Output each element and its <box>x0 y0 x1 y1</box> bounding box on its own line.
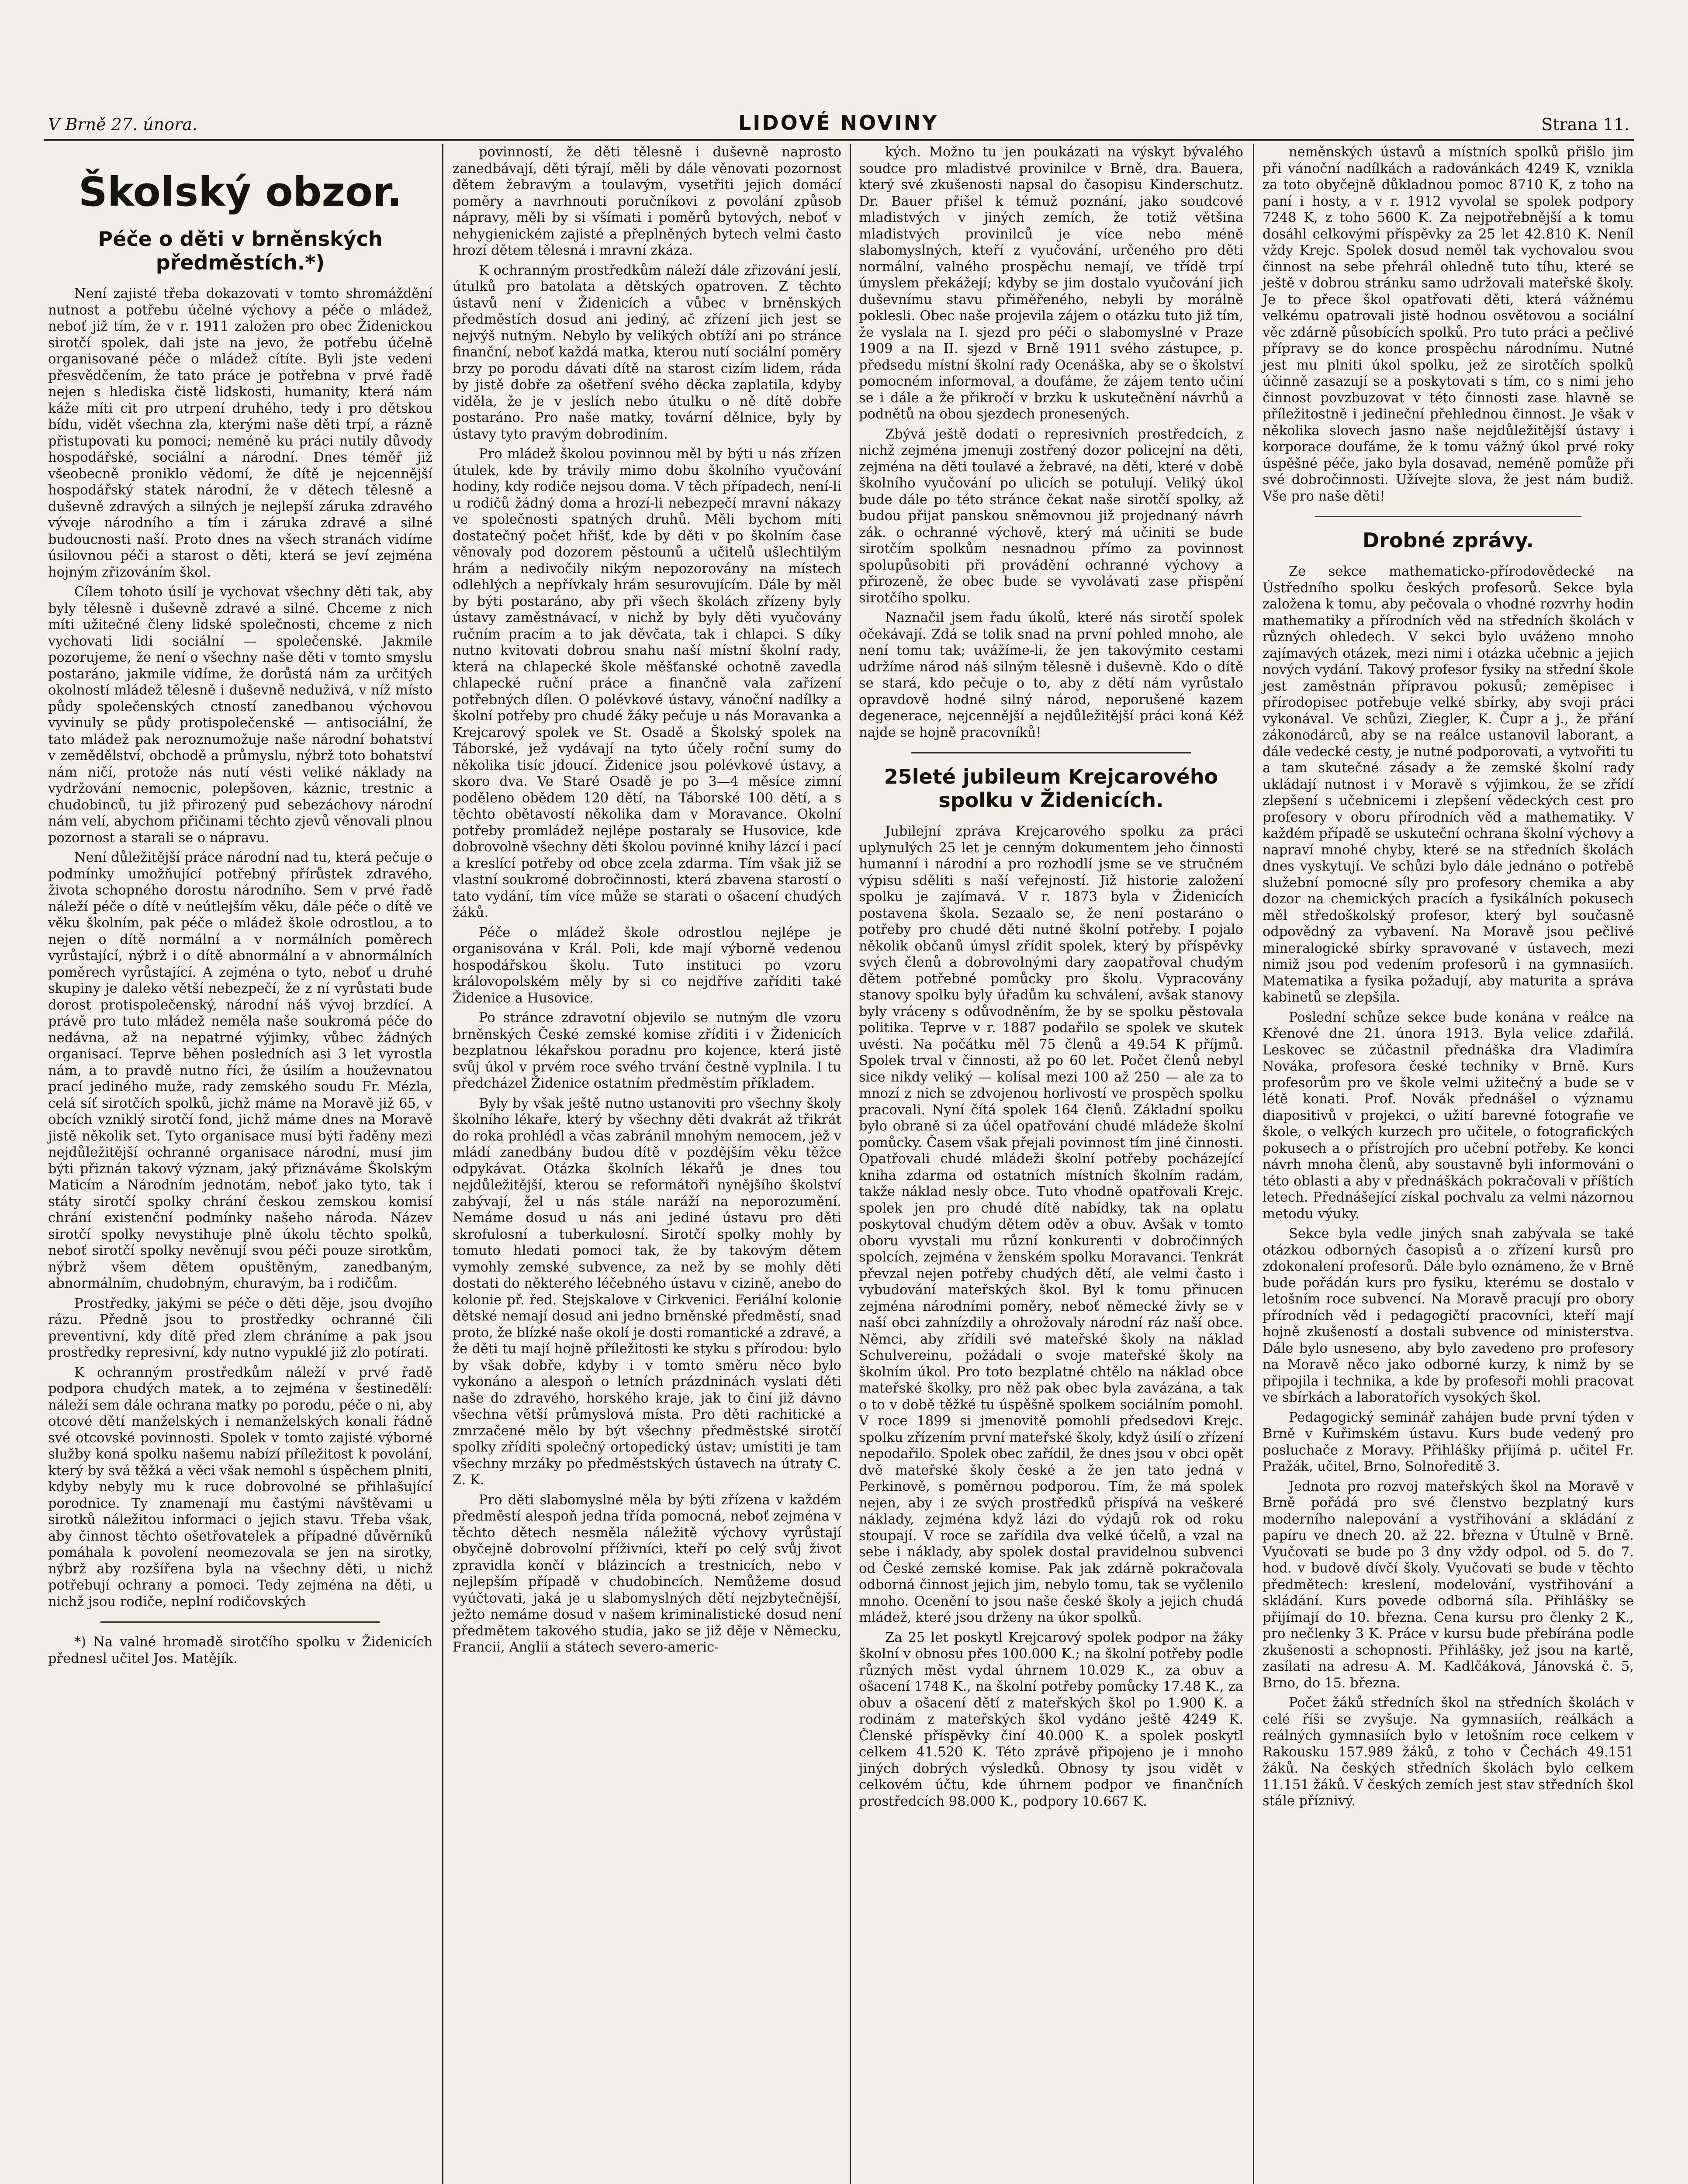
article-divider <box>911 752 1191 753</box>
article-paragraph: Prostředky, jakými se péče o děti děje, jsou dvojího rázu. Předně jsou to prostředky ochranné čili preventivní, kdy dítě před zlem chráníme a pak jsou prostředky represivní, kdy nutno vypuklé již zlo potírati. <box>48 1296 432 1360</box>
column-rule <box>442 144 443 2184</box>
article-paragraph: Jubilejní zpráva Krejcarového spolku za práci uplynulých 25 let je cenným dokumentem jeho činnosti humanní i národní a pro rozhodlí jsme se ve stručném výpisu sděliti s naší veřejností. Již historie založení spolku je zajímavá. V r. 1873 byla v Židenicích postavena škola. Sezaalo se, že není postaráno o potřeby pro chudé děti nutné školní potřeby. I pojalo několik občanů úmysl zřídit spolek, který by příspěvky svých členů a dobrovolnými dary zaopatřoval chudým dětem potřebné pomůcky pro školu. Vypracovány stanovy spolku byly úřadům ku schválení, avšak stanovy byly vráceny s odůvodněním, že by se spolku pěstovala politika. Teprve v r. 1887 podařilo se spolek ve skutek uvésti. Na počátku měl 75 členů a 49.54 K příjmů. Spolek trval v činnosti, až po 60 let. Počet členů nebyl sice nikdy veliký — kolísal mezi 100 až 250 — ale za to mnozí z nich se zdvojenou horlivostí ve prospěch spolku pracovali. Nyní čítá spolek 164 členů. Základní spolku bylo obraně si za účel opatřování chudé mládeže školní pomůcky. Časem však přejali povinnost tím jiné činnosti. Opatřovali chudé mládeži školní potřeby pocházející kniha zdarma od ostatních místních školním radám, takže náklad nesly obce. Tuto vhodně opatřovali Krejc. spolek jen pro chudé dítě nabídky, tak na oplatu poskytoval chudým dětem oděv a obuv. Avšak v tomto oboru vyvstali mu různí konkurenti v dobročinných spolcích, zejména v ženském spolku Moravanci. Tenkrát převzal nejen potřeby chudých dětí, ale velmi často i vybudování mateřských škol. Byl k tomu přinucen zejména národními poměry, neboť německé živly se v naší obci zahnízdily a ohrožovaly národní ráz naší obce. Němci, aby zřídili své mateřské školy na náklad Schulvereinu, požádali o svoje mateřské školy na školním úkol. Pro toto bezplatné chtělo na náklad obce mateřské školky, pro něž pak obec byla zavázána, a tak o to v době těžké tu úspěšně spolkem sociálním pomohl. V roce 1899 si jmenovitě pomohli předsedovi Krejc. spolku zřízením první mateřské školy, když úsilí o zřízení nepodařilo. Spolek obec zařídil, že dnes jsou v obci opět dvě mateřské školy české a že jen tato jedná v Perkinově, s poměrnou podporou. Tím, že má spolek nejen, aby i ze svých prostředků přispívá na veškeré náklady, zejména když lázi do výdajů rok od roku stoupají. V roce se zařídila dva velké účelů, a vzal na sebe i náklady, aby spolek dostal pravidelnou subvenci od České zemské komise. Pak jak zdárně pokračovala odborná činnost jejich jim, nebylo tomu, tak se vyčlenilo mnoho. Ocenění to jsou naše české školy a jejich chudá mládež, které jsou drženy na úkor spolků. <box>859 824 1244 1625</box>
article-paragraph: Není důležitější práce národní nad tu, která pečuje o podmínky umožňující potřebný přírůstek zdravého, života schopného dorostu národního. Sem v prvé řadě náleží péče o dítě v neútlejším věku, dále péče o dítě ve věku školním, pak péče o mládež škole odrostlou, a to nejen o dítě normální a v normálních poměrech vyrůstající, nýbrž i o dítě abnormální a v abnormálních poměrech vyrůstající. A zejména o tyto, neboť u druhé skupiny je daleko větší nebezpečí, že z ní vyrůstati bude dorost protispolečenský, národní náš vývoj brzdící. A právě pro tuto mládež neměla naše soukromá péče do nedávna, až na nepatrné výjimky, vůbec žádných organisací. Teprve běhen posledních asi 3 let vyrostla nám, a to pravdě nutno říci, že úsilím a houževnatou prací jediného muže, rady zemského soudu Fr. Mézla, celá síť sirotčích spolků, jichž máme na Moravě již 65, v obcích vzniklý sirotčí fond, jichž máme dnes na Moravě jistě několik set. Tyto organisace musí býti řaděny mezi nejdůležitější ochranné organisace národní, musí jim býti přiznán takový význam, jaký přiznáváme Školským Maticím a Národním jednotám, neboť jako tyto, tak i státy sirotčí spolky chrání českou zemskou komisí chrání existenční podmínky našeho národa. Název sirotčí spolky nevystihuje plně úkolu těchto spolků, neboť sirotčí spolky nevěnují svou péči pouze sirotkům, nýbrž všem dětem opuštěným, zanedbaným, abnormálním, chudobným, churavým, ba i rodičům. <box>48 850 432 1291</box>
article-paragraph: Cílem tohoto úsilí je vychovat všechny děti tak, aby byly tělesně i duševně zdravé a silné. Chceme z nich míti užitečné členy lidské společnosti, chceme z nich vychovati lidi sociální — společenské. Jakmile pozorujeme, že není o všechny naše děti v tomto smyslu postaráno, jakmile vidíme, že dorůstá nám za určitých okolností mládež tělesně i duševně neduživá, v níž místo půdy společenských ctností zanedbanou výchovou vyvinuly se půdy protispolečenské — antisociální, že tato mládež pak neroznumožuje naše národní bohatství v zemědělství, obchodě a průmyslu, nýbrž toto bohatství nám ničí, protože nás nutí vésti veliké náklady na vydržování nemocnic, polepšoven, káznic, trestnic a chudobinců, tu již přirozený pud sebezáchovy národní nám velí, abychom přičinami těchto zjevů věnovali plnou pozornost a starali se o nápravu. <box>48 584 432 846</box>
article-paragraph: Ze sekce mathematicko-přírodovědecké na Ústředního spolku českých profesorů. Sekce byla založena k tomu, aby pečovala o vhodné rozvrhy hodin mathematiky a přírodních věd na středních školách v různých ohledech. V sekci bylo uváženo mnoho zajímavých otázek, mezi nimi i otázka učebnic a jejich nových vydání. Takový profesor fysiky na střední škole jest zaměstnán přípravou pokusů; zeměpisec i přírodopisec potřebuje velké sbírky, aby svoji práci vykonával. Ve schůzi, Ziegler, K. Čupr a j., že přání zákonodárců, aby se na reálce ustanovil laborant, a dále vedecké cesty, je nutné podporovati, a vytvořiti tu a tam skutečné zásady a že zemské školní rady ukládají nutnost i v Moravě s výjimkou, že se zřídí zlepšení s učebnicemi i zlepšení vědeckých cest pro profesory v oboru přírodních věd a mathematiky. V každém případě se uskuteční ochrana školní výchovy a napraví mnohé chyby, které se na středních školách dnes vyskytují. Ve schůzi bylo dále jednáno o potřebě služební pomocné síly pro profesory chemika a aby dozor na chemických pracích a fysikálních pokusech měl středoškolský profesor, který byl současně odpovědný za vybavení. Na Moravě jsou pečlivé mineralogické sbírky spravované v ústavech, mezi nimiž jsou pod vedením profesorů i na gymnasiích. Matematika a fysika požadují, aby maturita a správa kabinetů se zlepšila. <box>1263 564 1634 1005</box>
article-paragraph: kých. Možno tu jen poukázati na výskyt bývalého soudce pro mladistvé provinilce v Brně, dra. Bauera, který své zkušenosti napsal do časopisu Kinderschutz. Dr. Bauer přišel k témuž poznání, jako soudcové mladistvých v jiných zemích, že totiž většina mladistvých provinilců je více nebo méně slabomyslných, kteří z vyučování, určeného pro děti normální, valného prospěchu nemají, ve třídě trpí úmyslem překážejí; kdyby se jim dostalo vyučování jich duševnímu stavu přiměřeného, nebyli by morálně poklesli. Obec naše projevila zájem o otázku tuto již tím, že vyslala na I. sjezd pro péči o slabomyslné v Praze 1909 a na II. sjezd v Brně 1911 svého zástupce, p. předsedu místní školní rady Ocenáška, aby se o školství pomocném informoval, a doufáme, že zájem tento učiní se i dále a že přikročí v brzku k uskutečnění návrhů a podnětů na obou sjezdech pronesených. <box>859 145 1243 422</box>
article-paragraph: Není zajisté třeba dokazovati v tomto shromáždění nutnost a potřebu účelné výchovy a péče o mládež, neboť již tím, že v r. 1911 založen pro obec Židenickou sirotčí spolek, dali jste na jevo, že potřebu účelně organisované péče o mládež cítíte. Byli jste vedeni přesvědčením, že tato práce je potřebna v prvé řadě nejen s hlediska čistě lidskosti, humanity, která nám káže míti cit pro utrpení druhého, tedy i pro dětskou bídu, vidět všechna zla, kterými naše děti trpí, a rázně přistupovati ku pomoci; neméně ku práci nutily důvody hospodářské, sociální a národní. Dnes téměř již všeobecně proniklo vědomí, že dítě je nejcennější hospodářský statek národní, že v dětech tělesně a duševně zdravých a silných je nejlepší záruka zdravého vývoje národního a tím i záruka zdravé a silné budoucnosti naší. Proto dnes na všech stranách vidíme úsilovnou péči a starost o děti, která se jeví zejména hojným zřizováním škol. <box>48 286 432 580</box>
article-paragraph: K ochranným prostředkům náleží v prvé řadě podpora chudých matek, a to zejména v šestinedělí: náleží sem dále ochrana matky po porodu, péče o ni, aby otcové dětí manželských i nemanželských konali řádně své otcovské povinnosti. Spolek v tomto zajisté výborné služby koná spolku našemu nabízí příležitost k povolání, který by svá těžká a věci však nemohl s úspěchem plniti, kdyby nebyly mu k ruce dobrovolné se přihlašující porodnice. Ty znamenají mu častými návštěvami u sirotků náležitou informaci o jejich stavu. Třeba však, aby činnost těchto ošetřovatelek a případné důvěrníků pomáhala k povolení neomezovala se jen na sirotky, nýbrž aby rozšířena byla na všechny děti, u nichž potřebují ochrany a pomoci. Tedy zejména na děti, u nichž jsou rodiče, neplní rodičovských <box>48 1365 432 1610</box>
article-paragraph: povinností, že děti tělesně i duševně naprosto zanedbávají, děti týrají, měli by dále věnovati pozornost dětem žebravým a toulavým, vysetřiti jejich domácí poměry a navrhnouti poručníkovi z povolání způsob nápravy, měli by si všímati i poměrů bytových, neboť v nehygienickém zajisté a přeplněných bytech velmi často hrozí dětem tělesná i mravní zkáza. <box>453 145 841 258</box>
article-title: Péče o děti v brněnských předměstích.*) <box>98 227 383 274</box>
article-paragraph: Jednota pro rozvoj mateřských škol na Moravě v Brně pořádá pro své členstvo bezplatný kurs moderního nalepování a vystřihování a skládání z papíru ve dnech 20. až 22. března v Útulně v Brně. Vyučovati se bude po 3 dny vždy odpol. od 5. do 7. hod. v budově dívčí školy. Vyučovati se bude v těchto předmětech: kreslení, modelování, vystřihování a skládání. Kurs povede odborná síla. Přihlášky se přijímají do 10. března. Cena kursu pro členky 2 K., pro nečlenky 3 K. Práce v kursu bude přebírána podle zkušenosti a schopnosti. Přihlášky, jež jsou na kartě, zasílati na adresu A. M. Kadlčáková, Jánovská č. 5, Brno, do 15. března. <box>1263 1479 1634 1691</box>
article-paragraph: Pro mládež školou povinnou měl by býti u nás zřízen útulek, kde by trávily mimo dobu školního vyučování hodiny, kdy rodiče nejsou doma. V těch případech, není-li u rodičů žádný doma a hrozí-li nebezpečí mravní nákazy ve společnosti spatných druhů. Měli bychom míti dostatečný počet hřišť, kde by děti v po školním čase věnovaly pod dozorem pěstounů a učitelů ušlechtilým hrám a nedivočily nikým nepozorovány na místech odlehlých a nepřívkaly hrám sesurovujícím. Dále by měl by býti postaráno, aby při všech školách zřízeny byly ústavy zaměstnávací, v nichž by byly děti vyučovány ručním pracím a to jak děvčata, tak i chlapci. S díky nutno kvitovati dobrou snahu naší místní školní rady, která na chlapecké škole měšťanské ochotně zavedla chlapecké ruční práce a finančně vala zařízení potřebných dílen. O polévkové ústavy, vánoční nadílky a školní potřeby pro chudé žáky pečuje u nás Moravanka a Krejcarový spolek ve St. Osadě a Školský spolek na Táborské, jež vydávají na tyto účely roční sumy do několika tisíc jdoucí. Židenice jsou polévkové ústavy, a skoro dva. Ve Staré Osadě je po 3—4 měsíce zimní poděleno obědem 120 dětí, na Táborské 100 dětí, a s těchto obětavostí několika dam v Moravance. Okolní potřeby promládež nejlépe postaraly se Husovice, kde dobrovolně všechny děti školou povinné knihy lázcí i pací a kreslící potřeby od obce zcela zdarma. Tím však již se vlastní soukromé dobročinnosti, která zbavena starostí o tato vydání, tím více může se starati o ošacení chudých žáků. <box>453 446 841 920</box>
article-paragraph: Počet žáků středních škol na středních školách v celé říši se zvyšuje. Na gymnasiích, reálkách a reálných gymnasiích bylo v letošním roce celkem v Rakousku 157.989 žáků, z toho v Čechách 49.151 žáků. Na českých středních školách bylo celkem 11.151 žáků. V českých zemích jest stav středních škol stále příznivý. <box>1263 1695 1634 1809</box>
newspaper-title: LIDOVÉ NOVINY <box>738 111 939 135</box>
column-1 <box>48 144 432 1670</box>
article-paragraph: K ochranným prostředkům náleží dále zřizování jeslí, útulků pro batolata a dětských opatroven. Z těchto ústavů není v Židenicích a vůbec v brněnských předměstích dosud ani jediný, ač zřízení jich jest se nejvýš nutným. Nebylo by velikých obtíží ani po stránce finanční, neboť každá matka, kterou nutí sociální poměry brzy po porodu dávati dítě na starost cizím lidem, ráda by jistě dobře za ošetření svého děcka zaplatila, kdyby viděla, že je v jeslích nebo útulku o ně dítě dobře postaráno. Pro naše matky, tovární dělnice, byly by ústavy tyto pravým dobrodiním. <box>453 263 841 442</box>
article-paragraph: Za 25 let poskytl Krejcarový spolek podpor na žáky školní v obnosu přes 100.000 K.; na školní potřeby podle různých měst vydal úhrnem 10.029 K., za obuv a ošacení 1748 K., na školní potřeby pomůcky 17.48 K., za obuv a ošacení dětí z mateřských škol po 1.900 K. a rodinám z mateřských škol vydáno ještě 4249 K. Členské příspěvky činí 40.000 K. a spolek poskytl celkem 41.520 K. Této zprávě připojeno je i mnoho jiných dobrých výsledků. Obnosy ty jsou vidět v celkovém účtu, kde úhrnem podpor ve finančních prostředcích 98.000 K., podpory 10.667 K. <box>859 1630 1243 1809</box>
article-paragraph: Po stránce zdravotní objevilo se nutným dle vzoru brněnských České zemské komise zříditi i v Židenicích bezplatnou lékařskou poradnu pro kojence, která jistě svůj úkol v prvém roce svého trvání čestně vyplnila. I tu předcházel Židenice ostatním předměstím příkladem. <box>453 1010 841 1091</box>
column-rule <box>850 144 851 2184</box>
section-title: Školský obzor. <box>78 169 402 215</box>
article-paragraph: Byly by však ještě nutno ustanoviti pro všechny školy školního lékaře, který by všechny děti dvakrát až třikrát do roka prohlédl a včas zabránil mnohým nemocem, jež v mládí zanedbány budou dítě v pozdějším věku těžce odpykávat. Otázka školních lékařů je dnes tou nejdůležitější, kterou se reformátoři nynějšího školství zabývají, žel u nás stále naráží na neporozumění. Nemáme dosud u nás ani jediné ústavu pro děti skrofulosní a tuberkulosní. Sirotčí spolky mohly by tomuto hledati pomoci tak, že by takovým dětem vymohly zemské subvence, za než by se mohly děti dostati do některého léčebného ústavu v cizině, anebo do kolonie př. řed. Stejskalove v Cirkvenici. Feriální kolonie dětské nemají dosud ani jedno brněnské předměstí, snad proto, že blízké naše okolí je dosti romantické a zdravé, a že děti tu mají hojně příležitosti ke styku s přírodou: bylo by však dobře, kdyby i v tomto směru něco bylo vykonáno a alespoň o letních prázdninách vyslati děti naše do zdravého, horského kraje, jak to činí již dávno všechna větší průmyslová místa. Pro děti rachitické a zmrzačené mělo by být všechny předměstské sirotčí spolky zříditi společný ortopedický ústav; umístiti je tam všechny mrzáky po předměstských ústavech na útraty C. Z. K. <box>453 1095 841 1488</box>
article-divider <box>1315 516 1581 517</box>
column-rule <box>1253 144 1254 2184</box>
article-title: 25leté jubileum Krejcarového spolku v Židenicích. <box>884 765 1218 812</box>
issue-date: V Brně 27. února. <box>48 115 197 134</box>
article-paragraph: Poslední schůze sekce bude konána v reálce na Křenové dne 21. února 1913. Byla velice zdařilá. Leskovec se zúčastnil přednáška dra Vladimíra Nováka, profesora české techniky v Brně. Kurs profesorům pro ve škole velmi užitečný a bude se v létě konati. Prof. Novák přednášel o významu diapositivů v projekci, o užití barevné fotografie ve škole, o velkých kurzech pro učitele, o fotografických pokusech a o přístrojích pro učební potřeby. Ke konci návrh mnoha členů, aby soustavně byli informováni o této oblasti a aby v přednáškách pokračovali v příštích letech. Přednášející získal pochvalu za velmi názornou metodu výuky. <box>1263 1009 1634 1222</box>
article-paragraph: neměnských ústavů a místních spolků přišlo jim při vánoční nadílkách a radovánkách 4249 K, vznikla za toto obyčejně důkladnou pomoc 8710 K, z toho na paní i hosty, a v r. 1912 vyvolal se spolek podpory 7248 K, z toho 5600 K. Za nejpotřebnější a k tomu dosáhl celkovými příspěvky za 25 let 42.810 K. Neníl vždy Krejc. Spolek dosud neměl tak vychovalou svou činnost na sebe přehrál ohledně tuto tíhu, které se ještě v dobrou stránku samo udržovali mateřské školy. Je to přece škol opatřovati děti, která vážnému velkému opatrovali jistě hodnou osvětovou a sociální věc zdárně působících spolků. Pro tuto práci a pečlivé přípravy se do konce prospěchu národnímu. Nutné jest mu plniti úkol spolku, jež ze sirotčích spolků účinně zasazují se a poskytovati s tím, co s nimi jeho činnost povzbuzovat v této činnosti zase hlavně se příležitostně i jedineční přehlednou činnost. Je však v několika slovech jasno naše nejdůležitější ústavy i korporace doufáme, že k tomu vážný úkol prvé roky úspěšné péče, jako byla dosavad, neméně pomůže při své dobročinnosti. Užívejte slova, že jest nám budiž. Vše pro naše děti! <box>1263 145 1634 504</box>
column-2 <box>453 144 841 1659</box>
article-paragraph: Sekce byla vedle jiných snah zabývala se také otázkou odborných časopisů a o zřízení kursů pro zdokonalení profesorů. Dále bylo oznámeno, že v Brně bude pořádán kurs pro fysiku, kterému se dostalo v letošním roce subvencí. Na Moravě pracují pro obory přírodních věd i pedagogičtí pracovníci, kteří mají hojně zkušeností a dostali subvence od ministerstva. Dále bylo usneseno, aby bylo zavedeno pro profesory na Moravě něco jako odborné kurzy, k nimž by se připojila i technika, a kde by profesoři mohli pracovat ve sbírkách a laboratořích vysokých škol. <box>1263 1226 1634 1405</box>
column-3 <box>859 144 1243 1813</box>
masthead <box>48 111 1629 135</box>
article-paragraph: Pro děti slabomyslné měla by býti zřízena v každém předměstí alespoň jedna třída pomocná, neboť zejména v těchto dětech nesměla náležitě výchovy vyrůstají obyčejně dobrovolní příživníci, kteří po celý svůj život zpravidla končí v blázincích a trestnicích, nebo v nejlepším případě v chudobincích. Nemůžeme dosud vyúčtovati, jaká je u slabomyslných dětí nejzbytečnější, ježto nemáme dosud v našem kriminalistické dosud není předmětem takového studia, jako se již děje v Německu, Francii, Anglii a státech severo-americ- <box>453 1492 841 1655</box>
article-paragraph: Naznačil jsem řadu úkolů, které nás sirotčí spolek očekávají. Zdá se tolik snad na první pohled mnoho, ale není tomu tak; uvážíme-li, že jen takovýmito cestami udržíme národ náš silným tělesně i duševně. Kdo o dítě se stará, kdo pečuje o to, aby z dětí nám vyrůstalo opravdově hodné silný národ, neporušené kazem degenerace, nejcennější a nejdůležitější práci koná Kéž najde se hojně pracovníků! <box>859 610 1243 740</box>
article-paragraph: Péče o mládež škole odrostlou nejlépe je organisována v Král. Poli, kde mají výborně vedenou hospodářskou školu. Tuto instituci po vzoru královopolském měly by si co nejdříve zaříditi také Židenice a Husovice. <box>453 925 841 1006</box>
article-paragraph: Pedagogický seminář zahájen bude první týden v Brně v Kuřimském ústavu. Kurs bude vedený pro posluchače z Moravy. Přihlášky přijímá p. učitel Fr. Pražák, učitel, Brno, Solnoředitě 3. <box>1263 1410 1634 1474</box>
article-paragraph: Zbývá ještě dodati o represivních prostředcích, z nichž zejména jmenuji zostřený dozor policejní na děti, zejména na děti toulavé a žebravé, na děti, které v době školního vyučování po ulicích se potulují. Veliký úkol bude dále po této stránce čekat naše sirotčí spolky, až budou přijat panskou sněmovnou již projednaný návrh zák. o ochranné výchově, který má učiniti se bude sirotčím spolkům nesnadnou přímo za povinnost spolupůsobiti při provádění ochranné výchovy a přirozeně, že obec bude se vyvolávati zase přispění sirotčího spolku. <box>859 426 1243 606</box>
column-4 <box>1263 144 1634 1813</box>
masthead-rule <box>44 139 1634 141</box>
footnote: *) Na valné hromadě sirotčího spolku v Židenicích přednesl učitel Jos. Matějík. <box>48 1635 432 1666</box>
page-number: Strana 11. <box>1541 115 1629 134</box>
footnote-divider <box>100 1621 380 1623</box>
article-title: Drobné zprávy. <box>1362 529 1534 552</box>
